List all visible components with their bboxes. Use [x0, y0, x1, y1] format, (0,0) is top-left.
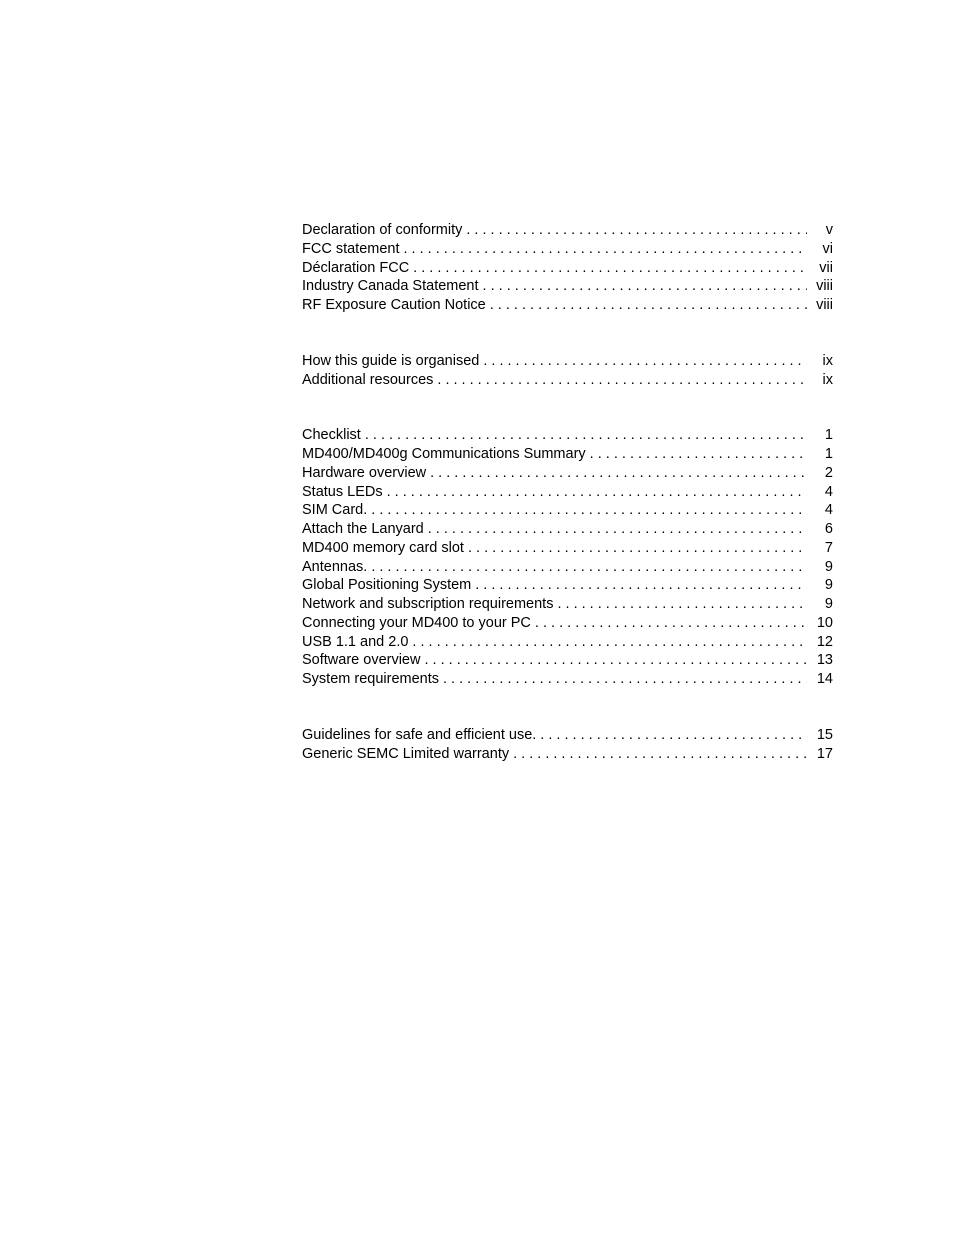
- toc-entry-title: Global Positioning System: [302, 577, 472, 594]
- toc-entry-title: MD400/MD400g Communications Summary: [302, 446, 586, 462]
- toc-dot-leader: [483, 277, 807, 296]
- toc-dot-leader: [590, 445, 807, 464]
- toc-entry-page: ix: [822, 352, 833, 369]
- toc-entry[interactable]: [302, 558, 833, 577]
- toc-entry[interactable]: [302, 670, 833, 689]
- toc-entry-title: Industry Canada Statement: [302, 278, 479, 295]
- toc-entry[interactable]: [302, 464, 833, 483]
- toc-dot-leader: [437, 371, 807, 390]
- toc-entry-title: Hardware overview: [302, 464, 427, 481]
- toc-entry-title: Generic SEMC Limited warranty: [302, 745, 510, 762]
- toc-entry-page: 13: [816, 652, 833, 669]
- toc-dot-leader: [387, 483, 807, 502]
- toc-entry-page: 4: [824, 502, 833, 519]
- toc-entry-title: Connecting your MD400 to your PC: [302, 614, 531, 631]
- toc-entry-title: Status LEDs: [302, 483, 383, 500]
- toc-entry-title: Attach the Lanyard: [302, 521, 424, 537]
- toc-entry-title: Antennas.: [302, 558, 368, 575]
- toc-entry[interactable]: [302, 595, 833, 614]
- toc-dot-leader: [475, 576, 807, 595]
- toc-entry-page: 9: [824, 596, 833, 612]
- toc-entry[interactable]: [302, 520, 833, 539]
- toc-entry-title: SIM Card.: [302, 502, 368, 519]
- toc-dot-leader: [365, 426, 807, 445]
- toc-entry-page: vi: [822, 240, 833, 257]
- toc-dot-leader: [468, 539, 807, 558]
- toc-entry[interactable]: [302, 501, 833, 520]
- toc-entry[interactable]: [302, 221, 833, 240]
- toc-entry-title: RF Exposure Caution Notice: [302, 297, 486, 313]
- toc-section-front-matter: [302, 221, 833, 315]
- toc-entry[interactable]: [302, 651, 833, 670]
- toc-dot-leader: [557, 595, 807, 614]
- toc-entry[interactable]: [302, 371, 833, 390]
- toc-dot-leader: [466, 221, 807, 240]
- toc-entry-title: Software overview: [302, 652, 421, 669]
- toc-entry-page: viii: [816, 278, 833, 295]
- toc-entry-page: 12: [816, 633, 833, 650]
- toc-dot-leader: [540, 726, 807, 745]
- toc-entry-page: 17: [816, 745, 833, 762]
- toc-entry[interactable]: [302, 352, 833, 371]
- toc-entry-page: 14: [816, 671, 833, 687]
- toc-entry-page: 6: [824, 521, 833, 537]
- toc-dot-leader: [443, 670, 807, 689]
- toc-entry-page: viii: [816, 297, 833, 313]
- toc-entry-page: v: [825, 222, 833, 238]
- toc-entry-page: 10: [816, 614, 833, 631]
- toc-entry-page: vii: [819, 259, 833, 276]
- table-of-contents: [302, 221, 833, 763]
- toc-entry-page: 4: [824, 483, 833, 500]
- toc-dot-leader: [428, 520, 807, 539]
- toc-entry[interactable]: [302, 726, 833, 745]
- toc-entry[interactable]: [302, 445, 833, 464]
- toc-entry-title: Déclaration FCC: [302, 259, 410, 276]
- toc-dot-leader: [490, 296, 807, 315]
- toc-dot-leader: [483, 352, 807, 371]
- toc-entry-title: Guidelines for safe and efficient use.: [302, 726, 537, 743]
- toc-entry[interactable]: [302, 426, 833, 445]
- toc-dot-leader: [371, 501, 807, 520]
- toc-entry-title: MD400 memory card slot: [302, 539, 464, 556]
- toc-dot-leader: [424, 651, 807, 670]
- toc-entry[interactable]: [302, 539, 833, 558]
- toc-entry-page: 7: [824, 539, 833, 556]
- toc-entry[interactable]: [302, 259, 833, 278]
- toc-dot-leader: [430, 464, 807, 483]
- toc-section-appendix: [302, 726, 833, 764]
- toc-entry[interactable]: [302, 277, 833, 296]
- toc-entry[interactable]: [302, 296, 833, 315]
- toc-entry-page: ix: [822, 371, 833, 388]
- toc-dot-leader: [413, 259, 807, 278]
- toc-entry-page: 1: [824, 446, 833, 462]
- toc-dot-leader: [404, 240, 808, 259]
- toc-entry[interactable]: [302, 745, 833, 764]
- toc-entry-title: How this guide is organised: [302, 352, 480, 369]
- toc-entry-title: System requirements: [302, 671, 439, 687]
- toc-entry-title: Checklist: [302, 427, 361, 444]
- toc-entry-title: Network and subscription requirements: [302, 596, 554, 612]
- toc-dot-leader: [535, 614, 807, 633]
- toc-entry-page: 1: [824, 427, 833, 444]
- toc-dot-leader: [513, 745, 807, 764]
- toc-entry-page: 9: [824, 577, 833, 594]
- toc-entry[interactable]: [302, 576, 833, 595]
- toc-entry[interactable]: [302, 483, 833, 502]
- toc-dot-leader: [371, 558, 807, 577]
- toc-entry[interactable]: [302, 240, 833, 259]
- toc-entry[interactable]: [302, 633, 833, 652]
- toc-entry[interactable]: [302, 614, 833, 633]
- toc-dot-leader: [412, 633, 807, 652]
- toc-entry-title: FCC statement: [302, 240, 400, 257]
- toc-entry-page: 9: [824, 558, 833, 575]
- toc-entry-title: Declaration of conformity: [302, 222, 463, 238]
- toc-entry-title: USB 1.1 and 2.0: [302, 633, 409, 650]
- toc-entry-page: 15: [816, 726, 833, 743]
- toc-entry-page: 2: [824, 464, 833, 481]
- toc-section-chapter-one: [302, 426, 833, 689]
- toc-entry-title: Additional resources: [302, 371, 434, 388]
- toc-section-preface: [302, 352, 833, 390]
